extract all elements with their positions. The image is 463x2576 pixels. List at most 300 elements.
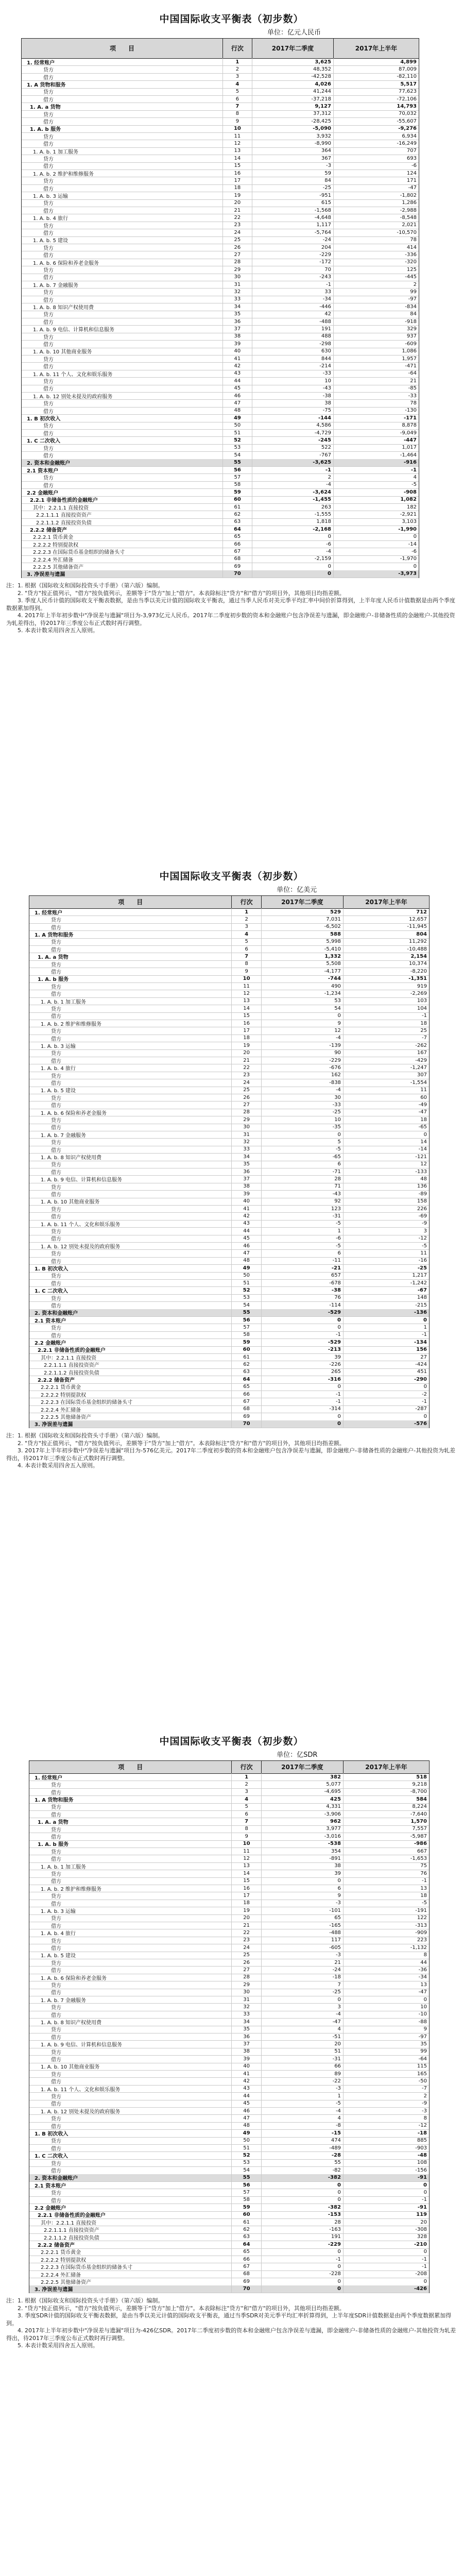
cell-no: 17 (232, 1892, 261, 1899)
cell-item: 贷方 (29, 2070, 232, 2077)
cell-c2: -429 (415, 1057, 427, 1063)
cell-c1: -24 (252, 236, 334, 244)
table-row (29, 1042, 429, 1049)
cell-c1: -165 (262, 1922, 344, 1929)
cell-c1: 354 (262, 1848, 344, 1855)
table-row (29, 1279, 429, 1287)
cell-c2: 10,374 (408, 961, 427, 967)
cell-item: 贷方 (29, 2189, 232, 2196)
cell-item: 借方 (29, 1944, 232, 1951)
cell-no: 56 (232, 1316, 261, 1324)
cell-item: 借方 (29, 2033, 232, 2040)
bop-table (29, 895, 430, 1428)
header-no: 行次 (223, 39, 252, 58)
table-row (29, 1272, 429, 1280)
cell-no: 47 (232, 1249, 261, 1257)
cell-item: 借方 (29, 1922, 232, 1929)
cell-item: 借方 (22, 184, 223, 192)
cell-c1: -1 (262, 1331, 344, 1338)
cell-c1: 844 (252, 355, 334, 362)
cell-no: 1 (232, 908, 261, 916)
unit-label: 单位：亿美元 (277, 886, 317, 894)
table-row (29, 1012, 429, 1020)
cell-c1: -213 (262, 1346, 344, 1353)
table-row (29, 1020, 429, 1027)
cell-c1: -33 (252, 370, 334, 377)
cell-c1: 488 (252, 333, 334, 340)
table-row (29, 1361, 429, 1368)
cell-no: 26 (223, 244, 252, 251)
cell-item: 借方 (22, 407, 223, 414)
cell-item: 2.1 资本账户 (22, 466, 223, 473)
cell-c1: 41,244 (252, 88, 334, 95)
cell-item: 贷方 (29, 1249, 232, 1257)
cell-no: 48 (232, 1257, 261, 1264)
cell-c2: -47 (408, 185, 417, 191)
cell-c1: 522 (252, 444, 334, 451)
cell-c1: 630 (252, 348, 334, 355)
table-row (22, 370, 419, 378)
cell-no: 37 (223, 325, 252, 332)
cell-item: 2. 资本和金融账户 (29, 1309, 232, 1316)
table-row (22, 511, 419, 518)
table-row (22, 488, 419, 496)
cell-no: 16 (223, 170, 252, 177)
table-row (29, 953, 429, 960)
table-row (29, 1161, 429, 1168)
cell-c1: -47 (262, 2018, 344, 2025)
cell-c1: -3,016 (262, 1833, 344, 1840)
cell-no: 66 (232, 1391, 261, 1398)
table-row (29, 1914, 429, 1922)
cell-c2: -97 (408, 296, 417, 302)
cell-item: 1. A. b. 12 别处未提及的政府服务 (22, 392, 223, 399)
cell-c1: 191 (252, 325, 334, 332)
cell-item: 1. A. b. 5 建设 (22, 236, 223, 244)
cell-c2: 20 (420, 2219, 427, 2225)
table-row (29, 990, 429, 997)
cell-c1: -1 (252, 466, 334, 473)
table-row (29, 1072, 429, 1079)
table-row (22, 503, 419, 511)
cell-c2: 0 (423, 2190, 427, 2196)
cell-no: 33 (232, 1146, 261, 1153)
cell-item: 1. A. b. 2 维护和维修服务 (29, 1885, 232, 1892)
cell-c2: 12 (420, 1161, 427, 1167)
cell-no: 45 (232, 1235, 261, 1242)
table-row (29, 2018, 429, 2026)
cell-c2: 13 (420, 1981, 427, 1988)
note-line: 2. "贷方"按正值列示，"借方"按负值列示，差额等于"贷方"加上"借方"。本表除标注"贷方"和"借方"的项目外，其他项目均指差额。 (6, 1439, 345, 1447)
cell-no: 12 (223, 140, 252, 147)
table-row (22, 117, 419, 125)
table-row (22, 570, 419, 578)
cell-c1: -18 (262, 1974, 344, 1981)
table-row (29, 1376, 429, 1383)
cell-no: 20 (232, 1914, 261, 1922)
cell-no: 23 (232, 1937, 261, 1944)
table-row (22, 414, 419, 422)
table-row (29, 908, 429, 916)
table-row (29, 1212, 429, 1220)
cell-c2: 167 (417, 1050, 427, 1056)
cell-c2: 119 (416, 2212, 427, 2218)
cell-item: 1. A 货物和服务 (29, 1795, 232, 1803)
cell-c2: 6,934 (402, 133, 417, 139)
cell-item: 借方 (29, 945, 232, 953)
cell-item: 借方 (22, 207, 223, 214)
cell-item: 贷方 (29, 2003, 232, 2010)
cell-item: 2.2.2.4 外汇储备 (22, 555, 223, 563)
cell-item: 借方 (29, 1877, 232, 1885)
table-row (29, 1242, 429, 1250)
cell-item: 2.2.2.3 在国际货币基金组织的储备头寸 (22, 548, 223, 555)
cell-item: 1. A. b. 9 电信、计算机和信息服务 (22, 325, 223, 332)
cell-c1: -226 (262, 1361, 344, 1368)
cell-no: 16 (232, 1020, 261, 1027)
cell-item: 3. 净误差与遗漏 (22, 570, 223, 578)
note-line: 注：1. 根据《国际收支和国际投资头寸手册》（第六版）编制。 (6, 582, 164, 589)
table-row (22, 207, 419, 214)
cell-c1: 5 (262, 1138, 344, 1145)
table-row (29, 1227, 429, 1235)
cell-c2: 18 (420, 1020, 427, 1026)
cell-c2: 27 (420, 1354, 427, 1360)
cell-item: 借方 (29, 1101, 232, 1108)
table-row (22, 526, 419, 533)
cell-c2: 13 (420, 1885, 427, 1891)
cell-item: 借方 (29, 1279, 232, 1286)
cell-no: 10 (232, 1840, 261, 1848)
table-row (29, 975, 429, 983)
cell-item: 1. A. b. 10 其他商业服务 (22, 348, 223, 355)
table-row (22, 274, 419, 281)
table-row (22, 251, 419, 259)
note-line: 4. 2017年上半年初步数中"净误差与遗漏"项目为-426亿SDR。2017年二季度初步数的资本和金融账户包含净误差与遗漏，即金融账户-非储备性质的金融账户-其他投资为轧差得出，待2017年三季度公布正式数时再行调整。 (6, 2327, 456, 2342)
table-row (29, 2196, 429, 2204)
table-row (29, 2085, 429, 2093)
cell-item: 借方 (29, 1810, 232, 1818)
table-row (29, 1286, 429, 1294)
cell-item: 1. A 货物和服务 (29, 930, 232, 938)
cell-no: 35 (223, 311, 252, 318)
cell-c2: -1,554 (410, 1079, 427, 1086)
cell-c2: -290 (414, 1376, 427, 1382)
cell-item: 借方 (22, 481, 223, 488)
cell-no: 24 (232, 1944, 261, 1951)
cell-item: 1. A. b. 8 知识产权使用费 (29, 2018, 232, 2025)
cell-no: 41 (232, 1205, 261, 1212)
table-row (29, 2285, 429, 2293)
cell-no: 51 (232, 1279, 261, 1286)
table-row (22, 95, 419, 103)
table-row (29, 2144, 429, 2152)
cell-c2: 99 (410, 289, 417, 295)
cell-c1: 0 (262, 2285, 344, 2293)
table-row (29, 1825, 429, 1833)
cell-item: 2.2.2.4 外汇储备 (29, 1405, 232, 1413)
cell-c1: 5,508 (262, 960, 344, 968)
cell-no: 22 (232, 1929, 261, 1936)
cell-c2: -5,987 (410, 1833, 427, 1839)
cell-c2: -1 (422, 2197, 427, 2203)
table-row (29, 1795, 429, 1803)
table-row (29, 1220, 429, 1228)
cell-no: 11 (232, 982, 261, 990)
table-row (22, 58, 419, 66)
cell-c2: -97 (418, 2033, 427, 2040)
cell-c1: -6 (262, 1235, 344, 1242)
table-row (22, 451, 419, 459)
table-row (29, 1316, 429, 1324)
cell-c2: -834 (405, 303, 417, 310)
cell-c2: 1,086 (402, 348, 417, 354)
cell-c2: -11,945 (407, 924, 427, 930)
cell-item: 借方 (29, 2166, 232, 2174)
cell-c2: 707 (406, 148, 417, 154)
cell-item: 1. A. b. 3 运输 (29, 1907, 232, 1914)
cell-no: 39 (232, 1190, 261, 1197)
section-title: 中国国际收支平衡表（初步数） (159, 1736, 304, 1747)
cell-no: 28 (223, 259, 252, 266)
cell-no: 21 (223, 207, 252, 214)
cell-c1: 90 (262, 1049, 344, 1057)
cell-c2: 124 (406, 170, 417, 176)
cell-c2: 8 (423, 2115, 427, 2122)
cell-c1: -488 (252, 318, 334, 325)
cell-no: 47 (232, 2114, 261, 2122)
cell-c2: 11 (420, 1250, 427, 1257)
cell-c1: 0 (262, 1996, 344, 2003)
cell-c2: 87,009 (398, 66, 417, 73)
cell-item: 2.1 资本账户 (29, 2181, 232, 2189)
table-row (22, 296, 419, 303)
table-row (29, 1944, 429, 1952)
cell-no: 34 (223, 303, 252, 310)
section-title: 中国国际收支平衡表（初步数） (159, 13, 304, 25)
table-row (29, 1952, 429, 1959)
cell-item: 贷方 (22, 155, 223, 162)
cell-item: 贷方 (29, 938, 232, 945)
cell-no: 42 (232, 1212, 261, 1219)
cell-c2: -320 (405, 259, 417, 265)
cell-item: 1. A. a 货物 (29, 1818, 232, 1825)
cell-c1: 9 (262, 1892, 344, 1899)
cell-c1: -5 (262, 1220, 344, 1227)
table-row (29, 1301, 429, 1309)
table-row (29, 1353, 429, 1361)
cell-item: 1. C 二次收入 (29, 2151, 232, 2159)
cell-c2: 223 (417, 1937, 427, 1943)
cell-no: 62 (223, 511, 252, 518)
cell-c1: 6 (262, 1885, 344, 1892)
cell-c2: 21 (410, 378, 417, 384)
table-row (29, 2248, 429, 2256)
cell-c1: 0 (252, 533, 334, 540)
cell-item: 2.2.1 非储备性质的金融账户 (29, 1346, 232, 1353)
cell-c1: -446 (252, 303, 334, 310)
cell-c2: 1,017 (402, 445, 417, 451)
cell-item: 借方 (29, 2077, 232, 2084)
cell-c1: -172 (252, 259, 334, 266)
cell-c1: 70 (252, 266, 334, 273)
cell-item: 借方 (22, 429, 223, 436)
cell-c1: 10 (252, 377, 334, 384)
cell-c2: 518 (416, 1774, 427, 1780)
table-row (29, 1368, 429, 1376)
cell-item: 贷方 (29, 1959, 232, 1966)
cell-c1: 425 (262, 1795, 344, 1803)
table-row (22, 311, 419, 318)
cell-c1: 657 (262, 1272, 344, 1279)
cell-c1: 0 (262, 1383, 344, 1391)
cell-c1: -22 (262, 2077, 344, 2084)
cell-item: 1. A. a 货物 (22, 103, 223, 110)
cell-item: 2.2.2.5 其他储备资产 (29, 2278, 232, 2285)
note-line: 4. 本表计数采用四舍五入原则。 (6, 1462, 98, 1469)
cell-c1: 0 (262, 2278, 344, 2285)
cell-item: 借方 (29, 2196, 232, 2204)
cell-c2: -9 (422, 2100, 427, 2107)
cell-item: 1. A. b 服务 (29, 975, 232, 982)
cell-c2: -91 (417, 2204, 427, 2210)
cell-c1: 490 (262, 982, 344, 990)
cell-c2: 329 (406, 326, 417, 332)
cell-item: 贷方 (29, 2092, 232, 2099)
table-row (22, 236, 419, 244)
cell-c2: -10,488 (407, 946, 427, 952)
cell-no: 61 (232, 2218, 261, 2226)
table-row (29, 2129, 429, 2137)
cell-item: 1. A. b. 12 别处未提及的政府服务 (29, 2107, 232, 2114)
cell-item: 贷方 (22, 355, 223, 362)
table-row (29, 2278, 429, 2285)
cell-c2: -16,249 (397, 141, 417, 147)
table-row (29, 1900, 429, 1907)
cell-c2: 8,878 (402, 422, 417, 429)
table-row (29, 1907, 429, 1914)
cell-item: 贷方 (29, 1072, 232, 1079)
table-row (29, 2241, 429, 2248)
cell-no: 42 (223, 362, 252, 369)
cell-c1: 12 (262, 1027, 344, 1034)
cell-c2: 4,899 (400, 59, 417, 65)
cell-c2: -171 (403, 415, 417, 421)
table-row (22, 518, 419, 526)
cell-no: 23 (232, 1072, 261, 1079)
cell-item: 借方 (29, 1035, 232, 1042)
cell-c2: -426 (414, 2286, 427, 2292)
cell-no: 60 (232, 1346, 261, 1353)
cell-no: 32 (223, 288, 252, 295)
cell-item: 2.2.2.5 其他储备资产 (29, 1413, 232, 1420)
cell-item: 1. 经常账户 (29, 1773, 232, 1781)
cell-item: 借方 (29, 1989, 232, 1996)
table-row (22, 147, 419, 155)
cell-no: 45 (232, 2100, 261, 2107)
cell-item: 贷方 (29, 2159, 232, 2166)
cell-c1: -6,502 (262, 923, 344, 930)
cell-no: 53 (232, 2159, 261, 2166)
cell-c2: 226 (417, 1206, 427, 1212)
cell-item: 1. B 初次收入 (22, 414, 223, 421)
cell-item: 1. 经常账户 (22, 58, 223, 65)
cell-c1: -5,410 (262, 945, 344, 953)
cell-c2: -121 (415, 1154, 427, 1160)
cell-no: 30 (232, 1124, 261, 1131)
cell-c1: -1 (262, 1398, 344, 1405)
cell-item: 2.2.1.1.2 直接投资负债 (29, 1368, 232, 1376)
cell-c2: -1 (410, 467, 417, 473)
cell-c2: -14 (418, 1146, 427, 1153)
note-line: 2. "贷方"按正值列示，"借方"按负值列示，差额等于"贷方"加上"借方"。本表除标注"贷方"和"借方"的项目外，其他项目均指差额。 (6, 589, 345, 597)
cell-c1: -34 (252, 296, 334, 303)
table-row (29, 968, 429, 975)
cell-item: 借方 (29, 1235, 232, 1242)
cell-no: 27 (223, 251, 252, 258)
cell-c2: 804 (416, 931, 427, 937)
cell-c1: 28 (262, 2218, 344, 2226)
cell-item: 2.1 资本账户 (29, 1316, 232, 1324)
table-notes (6, 2297, 457, 2350)
table-row (29, 1929, 429, 1937)
cell-c1: -24 (262, 1966, 344, 1973)
cell-item: 贷方 (22, 333, 223, 340)
cell-c1: -1 (262, 2256, 344, 2263)
cell-no: 50 (232, 1272, 261, 1279)
cell-no: 10 (223, 125, 252, 132)
cell-no: 70 (232, 1420, 261, 1428)
cell-no: 11 (232, 1848, 261, 1855)
cell-c1: 59 (252, 170, 334, 177)
cell-item: 1. A. b. 4 旅行 (29, 1064, 232, 1071)
cell-c2: 1,570 (410, 1819, 427, 1825)
cell-no: 58 (232, 1331, 261, 1338)
cell-no: 3 (223, 73, 252, 80)
cell-c2: 0 (423, 1384, 427, 1390)
cell-c1: 28 (262, 1175, 344, 1182)
cell-no: 37 (232, 1175, 261, 1182)
cell-no: 6 (223, 95, 252, 103)
table-row (29, 2011, 429, 2019)
note-line: 注：1. 根据《国际收支和国际投资头寸手册》（第六版）编制。 (6, 2297, 164, 2304)
cell-item: 贷方 (22, 88, 223, 95)
cell-no: 29 (232, 1981, 261, 1988)
cell-c2: -36 (418, 1967, 427, 1973)
cell-no: 17 (232, 1027, 261, 1034)
cell-no: 65 (223, 533, 252, 540)
cell-c2: -67 (417, 1287, 427, 1294)
cell-item: 贷方 (29, 1005, 232, 1012)
cell-item: 贷方 (29, 1049, 232, 1057)
cell-c1: -114 (262, 1301, 344, 1309)
cell-c2: -130 (405, 408, 417, 414)
cell-item: 借方 (29, 2011, 232, 2018)
cell-c2: 328 (417, 2234, 427, 2240)
cell-c2: 44 (420, 1959, 427, 1965)
cell-c2: 9 (423, 2026, 427, 2032)
cell-no: 39 (223, 340, 252, 347)
cell-c2: -89 (418, 1191, 427, 1197)
cell-item: 1. A. b. 11 个人、文化和娱乐服务 (22, 370, 223, 377)
cell-item: 贷方 (29, 1294, 232, 1301)
cell-c1: -3 (252, 162, 334, 170)
cell-item: 借方 (29, 1057, 232, 1064)
cell-c2: -25 (417, 1265, 427, 1271)
cell-c2: -156 (415, 2167, 427, 2173)
table-row (29, 1346, 429, 1354)
cell-item: 2.2.1.1.1 直接投资资产 (29, 2226, 232, 2233)
